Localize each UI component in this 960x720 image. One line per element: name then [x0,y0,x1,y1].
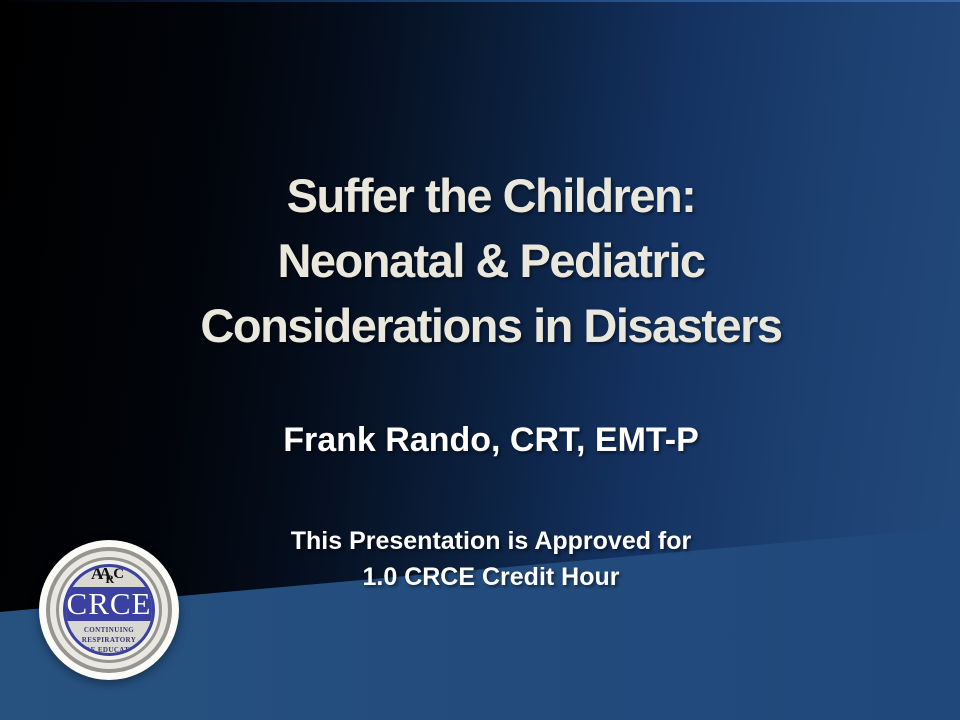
slide-title [22,163,960,358]
top-edge-accent-line [0,0,960,2]
slide-title-line-2: Neonatal & Pediatric [277,234,705,287]
slide-title-line-3: Considerations in Disasters [200,299,782,352]
seal-inner-badge [63,564,155,656]
author-line: Frank Rando, CRT, EMT-P [283,421,699,459]
aarc-monogram-icon [66,564,152,588]
credit-line-2: 1.0 CRCE Credit Hour [362,563,620,591]
slide-title-line-1: Suffer the Children: [286,169,696,222]
seal-subtitle [66,625,152,655]
monogram-letter-c: C [113,566,125,582]
seal-subtitle-line-2: CARE EDUCATION [74,646,144,654]
crce-seal-logo [39,540,179,680]
monogram-letters-aa: AA [90,564,108,583]
credit-line-1: This Presentation is Approved for [290,527,692,555]
monogram-letter-r: R [105,572,115,586]
seal-acronym: CRCE [66,586,152,621]
seal-subtitle-line-1: CONTINUING RESPIRATORY [81,626,137,644]
